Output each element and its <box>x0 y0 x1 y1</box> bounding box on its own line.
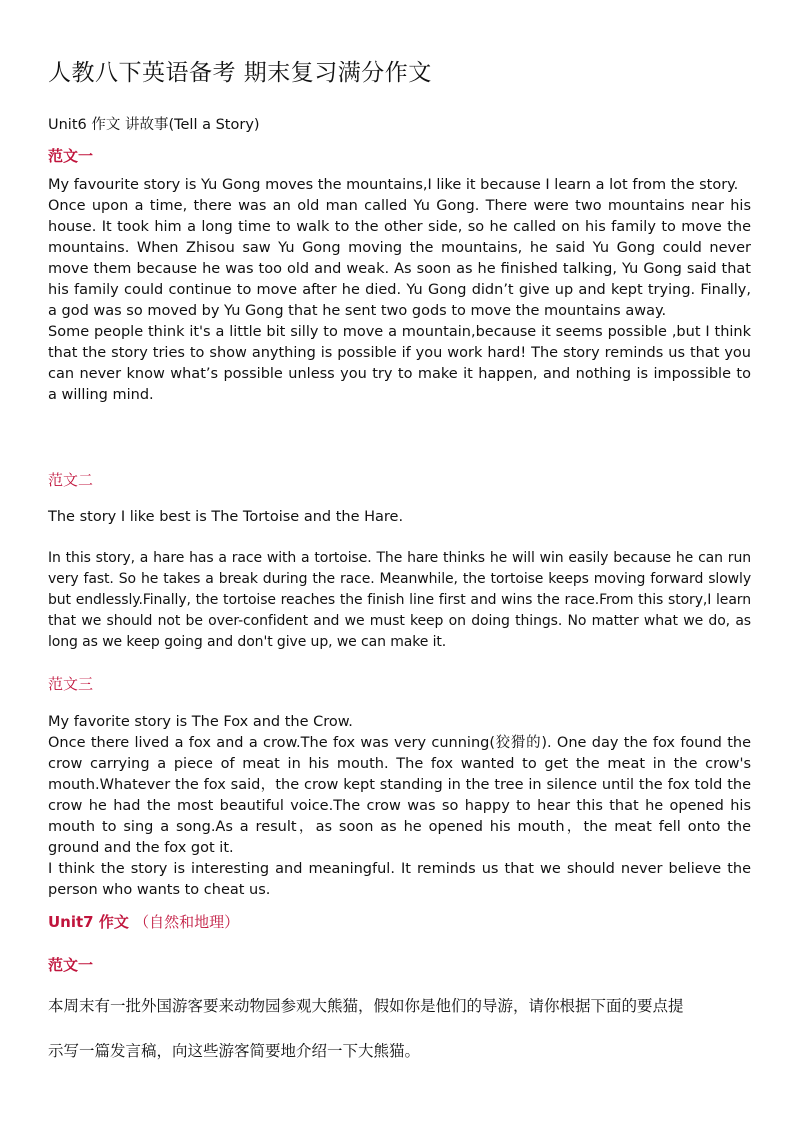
essay3-paragraph: I think the story is interesting and meaningful. It reminds us that we should never believe the person who wants to cheat us. <box>48 861 751 898</box>
unit7-title: Unit7 作文 <box>48 913 129 931</box>
unit7-heading <box>48 911 239 932</box>
essay2-label: 范文二 <box>48 471 94 489</box>
essay1-paragraph: My favourite story is Yu Gong moves the mountains,I like it because I learn a lot from the story. <box>48 177 739 193</box>
essay3-label: 范文三 <box>48 675 94 693</box>
essay1-body <box>48 175 751 406</box>
essay3-body <box>48 712 751 901</box>
essay3-paragraph: Once there lived a fox and a crow.The fox was very cunning(狡猾的). One day the fox found the crow carrying a piece of meat in his mouth. The fox wanted to get the meat in the crow's mouth.Whatever the fox said，the crow kept standing in the tree in silence until the fox told the crow he had the most beautiful voice.The crow was so happy to hear this that he opened his mouth to sing a song.As a result，as soon as he opened his mouth，the meat fell onto the ground and the fox got it. <box>48 735 751 856</box>
essay2-body <box>48 548 751 653</box>
essay1-paragraph: Some people think it's a little bit silly to move a mountain,because it seems possible ,but I think that the story tries to show anything is possible if you work hard! The story reminds us that you can never know what’s possible unless you try to make it happen, and nothing is impossible to a willing mind. <box>48 324 751 403</box>
essay1-label: 范文一 <box>48 147 94 165</box>
essay1-paragraph: Once upon a time, there was an old man called Yu Gong. There were two mountains near his house. It took him a long time to walk to the other side, so he called on his family to move the mountains. When Zhisou saw Yu Gong moving the mountains, he said Yu Gong could never move them because he was too old and weak. As soon as he finished talking, Yu Gong said that his family could continue to move after he died. Yu Gong didn’t give up and kept trying. Finally, a god was so moved by Yu Gong that he sent two gods to move the mountains away. <box>48 198 751 319</box>
page-title: 人教八下英语备考 期末复习满分作文 <box>48 60 432 86</box>
unit6-heading: Unit6 作文 讲故事(Tell a Story) <box>48 117 260 133</box>
essay3-paragraph: My favorite story is The Fox and the Crow. <box>48 714 353 730</box>
unit7-essay-label: 范文一 <box>48 956 94 974</box>
unit7-prompt-line1: 本周末有一批外国游客要来动物园参观大熊猫，假如你是他们的导游，请你根据下面的要点提 <box>48 997 684 1015</box>
unit7-subtitle: （自然和地理） <box>134 913 240 931</box>
unit7-prompt-line2: 示写一篇发言稿，向这些游客简要地介绍一下大熊猫。 <box>48 1042 421 1060</box>
essay2-intro: The story I like best is The Tortoise and the Hare. <box>48 509 404 525</box>
essay2-paragraph: In this story, a hare has a race with a tortoise. The hare thinks he will win easily because he can run very fast. So he takes a break during the race. Meanwhile, the tortoise keeps moving forward slowly but endlessly.Finally, the tortoise reaches the finish line first and wins the race.From this story,I learn that we should not be over-confident and we must keep on doing things. No matter what we do, as long as we keep going and don't give up, we can make it. <box>48 550 751 650</box>
